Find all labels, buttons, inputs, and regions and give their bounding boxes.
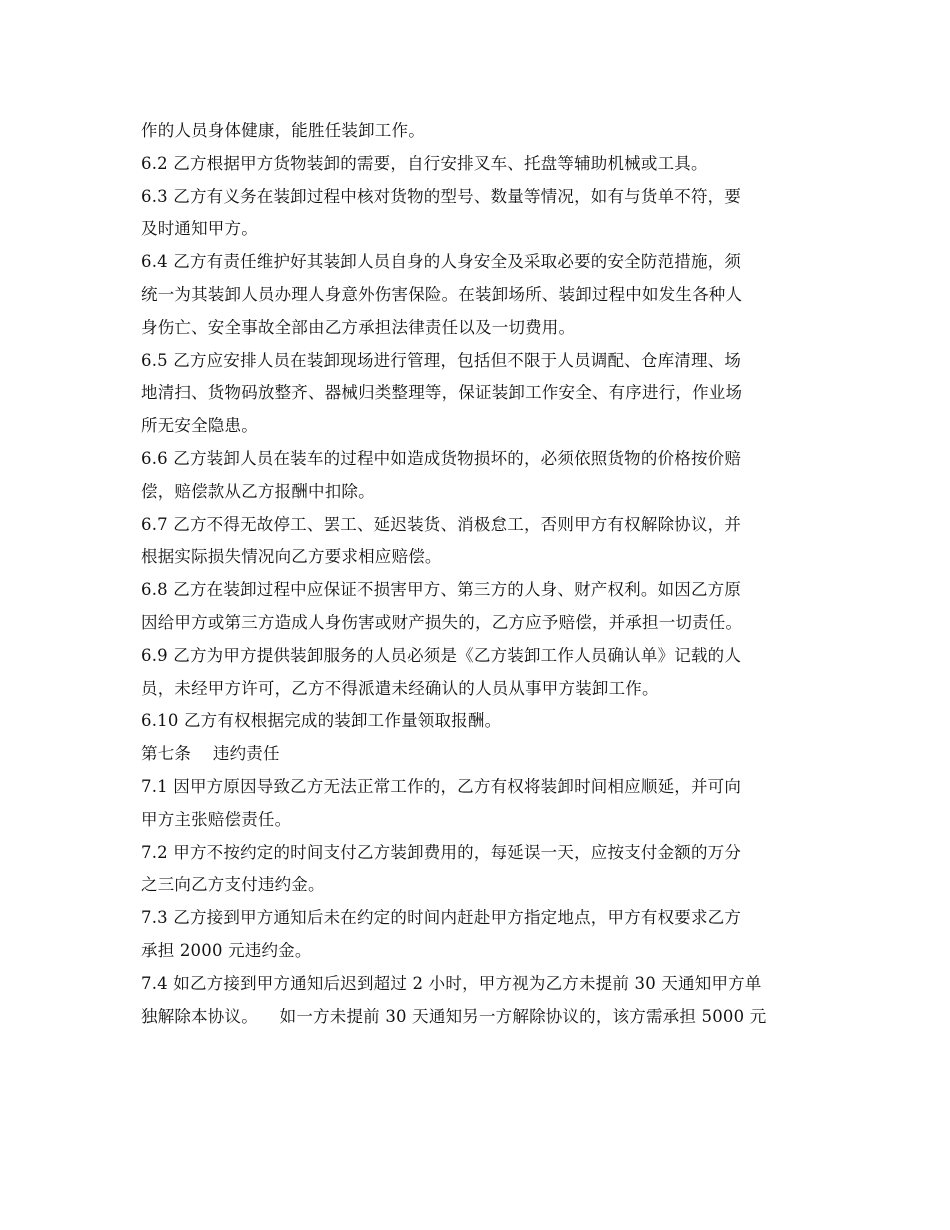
clause-6-9: 6.9 乙方为甲方提供装卸服务的人员必须是《乙方装卸工作人员确认单》记载的人 — [141, 645, 742, 665]
text-line: 身伤亡、安全事故全部由乙方承担法律责任以及一切费用。 — [141, 317, 576, 337]
clause-7-2: 7.2 甲方不按约定的时间支付乙方装卸费用的，每延误一天，应按支付金额的万分 — [141, 842, 742, 862]
clause-6-5: 6.5 乙方应安排人员在装卸现场进行管理，包括但不限于人员调配、仓库清理、场 — [141, 350, 742, 370]
text-line: 及时通知甲方。 — [141, 219, 258, 239]
text-line: 员，未经甲方许可，乙方不得派遣未经确认的人员从事甲方装卸工作。 — [141, 678, 659, 698]
clause-7-4: 7.4 如乙方接到甲方通知后迟到超过 2 小时，甲方视为乙方未提前 30 天通知甲方单 — [141, 973, 762, 993]
clause-6-6: 6.6 乙方装卸人员在装车的过程中如造成货物损坏的，必须依照货物的价格按价赔 — [141, 448, 742, 468]
text-line: 之三向乙方支付违约金。 — [141, 875, 325, 895]
clause-6-2: 6.2 乙方根据甲方货物装卸的需要，自行安排叉车、托盘等辅助机械或工具。 — [141, 153, 708, 173]
text-line: 地清扫、货物码放整齐、器械归类整理等，保证装卸工作安全、有序进行，作业场 — [141, 383, 743, 403]
text-line: 承担 2000 元违约金。 — [141, 940, 312, 960]
text-line: 偿，赔偿款从乙方报酬中扣除。 — [141, 481, 375, 501]
clause-7-1: 7.1 因甲方原因导致乙方无法正常工作的，乙方有权将装卸时间相应顺延，并可向 — [141, 776, 742, 796]
text-line: 根据实际损失情况向乙方要求相应赔偿。 — [141, 547, 442, 567]
text-line: 因给甲方或第三方造成人身伤害或财产损失的，乙方应予赔偿，并承担一切责任。 — [141, 612, 743, 632]
clause-6-4: 6.4 乙方有责任维护好其装卸人员自身的人身安全及采取必要的安全防范措施，须 — [141, 252, 742, 272]
text-line: 独解除本协议。 如一方未提前 30 天通知另一方解除协议的，该方需承担 5000 元 — [141, 1006, 767, 1026]
clause-6-3: 6.3 乙方有义务在装卸过程中核对货物的型号、数量等情况，如有与货单不符，要 — [141, 186, 742, 206]
clause-6-8: 6.8 乙方在装卸过程中应保证不损害甲方、第三方的人身、财产权利。如因乙方原 — [141, 580, 742, 600]
text-line: 作的人员身体健康，能胜任装卸工作。 — [141, 121, 425, 140]
clause-6-10: 6.10 乙方有权根据完成的装卸工作量领取报酬。 — [141, 711, 502, 731]
document-body — [141, 115, 821, 1033]
text-line: 所无安全隐患。 — [141, 416, 258, 436]
clause-7-3: 7.3 乙方接到甲方通知后未在约定的时间内赶赴甲方指定地点，甲方有权要求乙方 — [141, 908, 742, 928]
section-heading-article-7: 第七条 违约责任 — [141, 744, 280, 764]
text-line: 统一为其装卸人员办理人身意外伤害保险。在装卸场所、装卸过程中如发生各种人 — [141, 284, 743, 304]
clause-6-7: 6.7 乙方不得无故停工、罢工、延迟装货、消极怠工，否则甲方有权解除协议，并 — [141, 514, 742, 534]
text-line: 甲方主张赔偿责任。 — [141, 809, 292, 829]
